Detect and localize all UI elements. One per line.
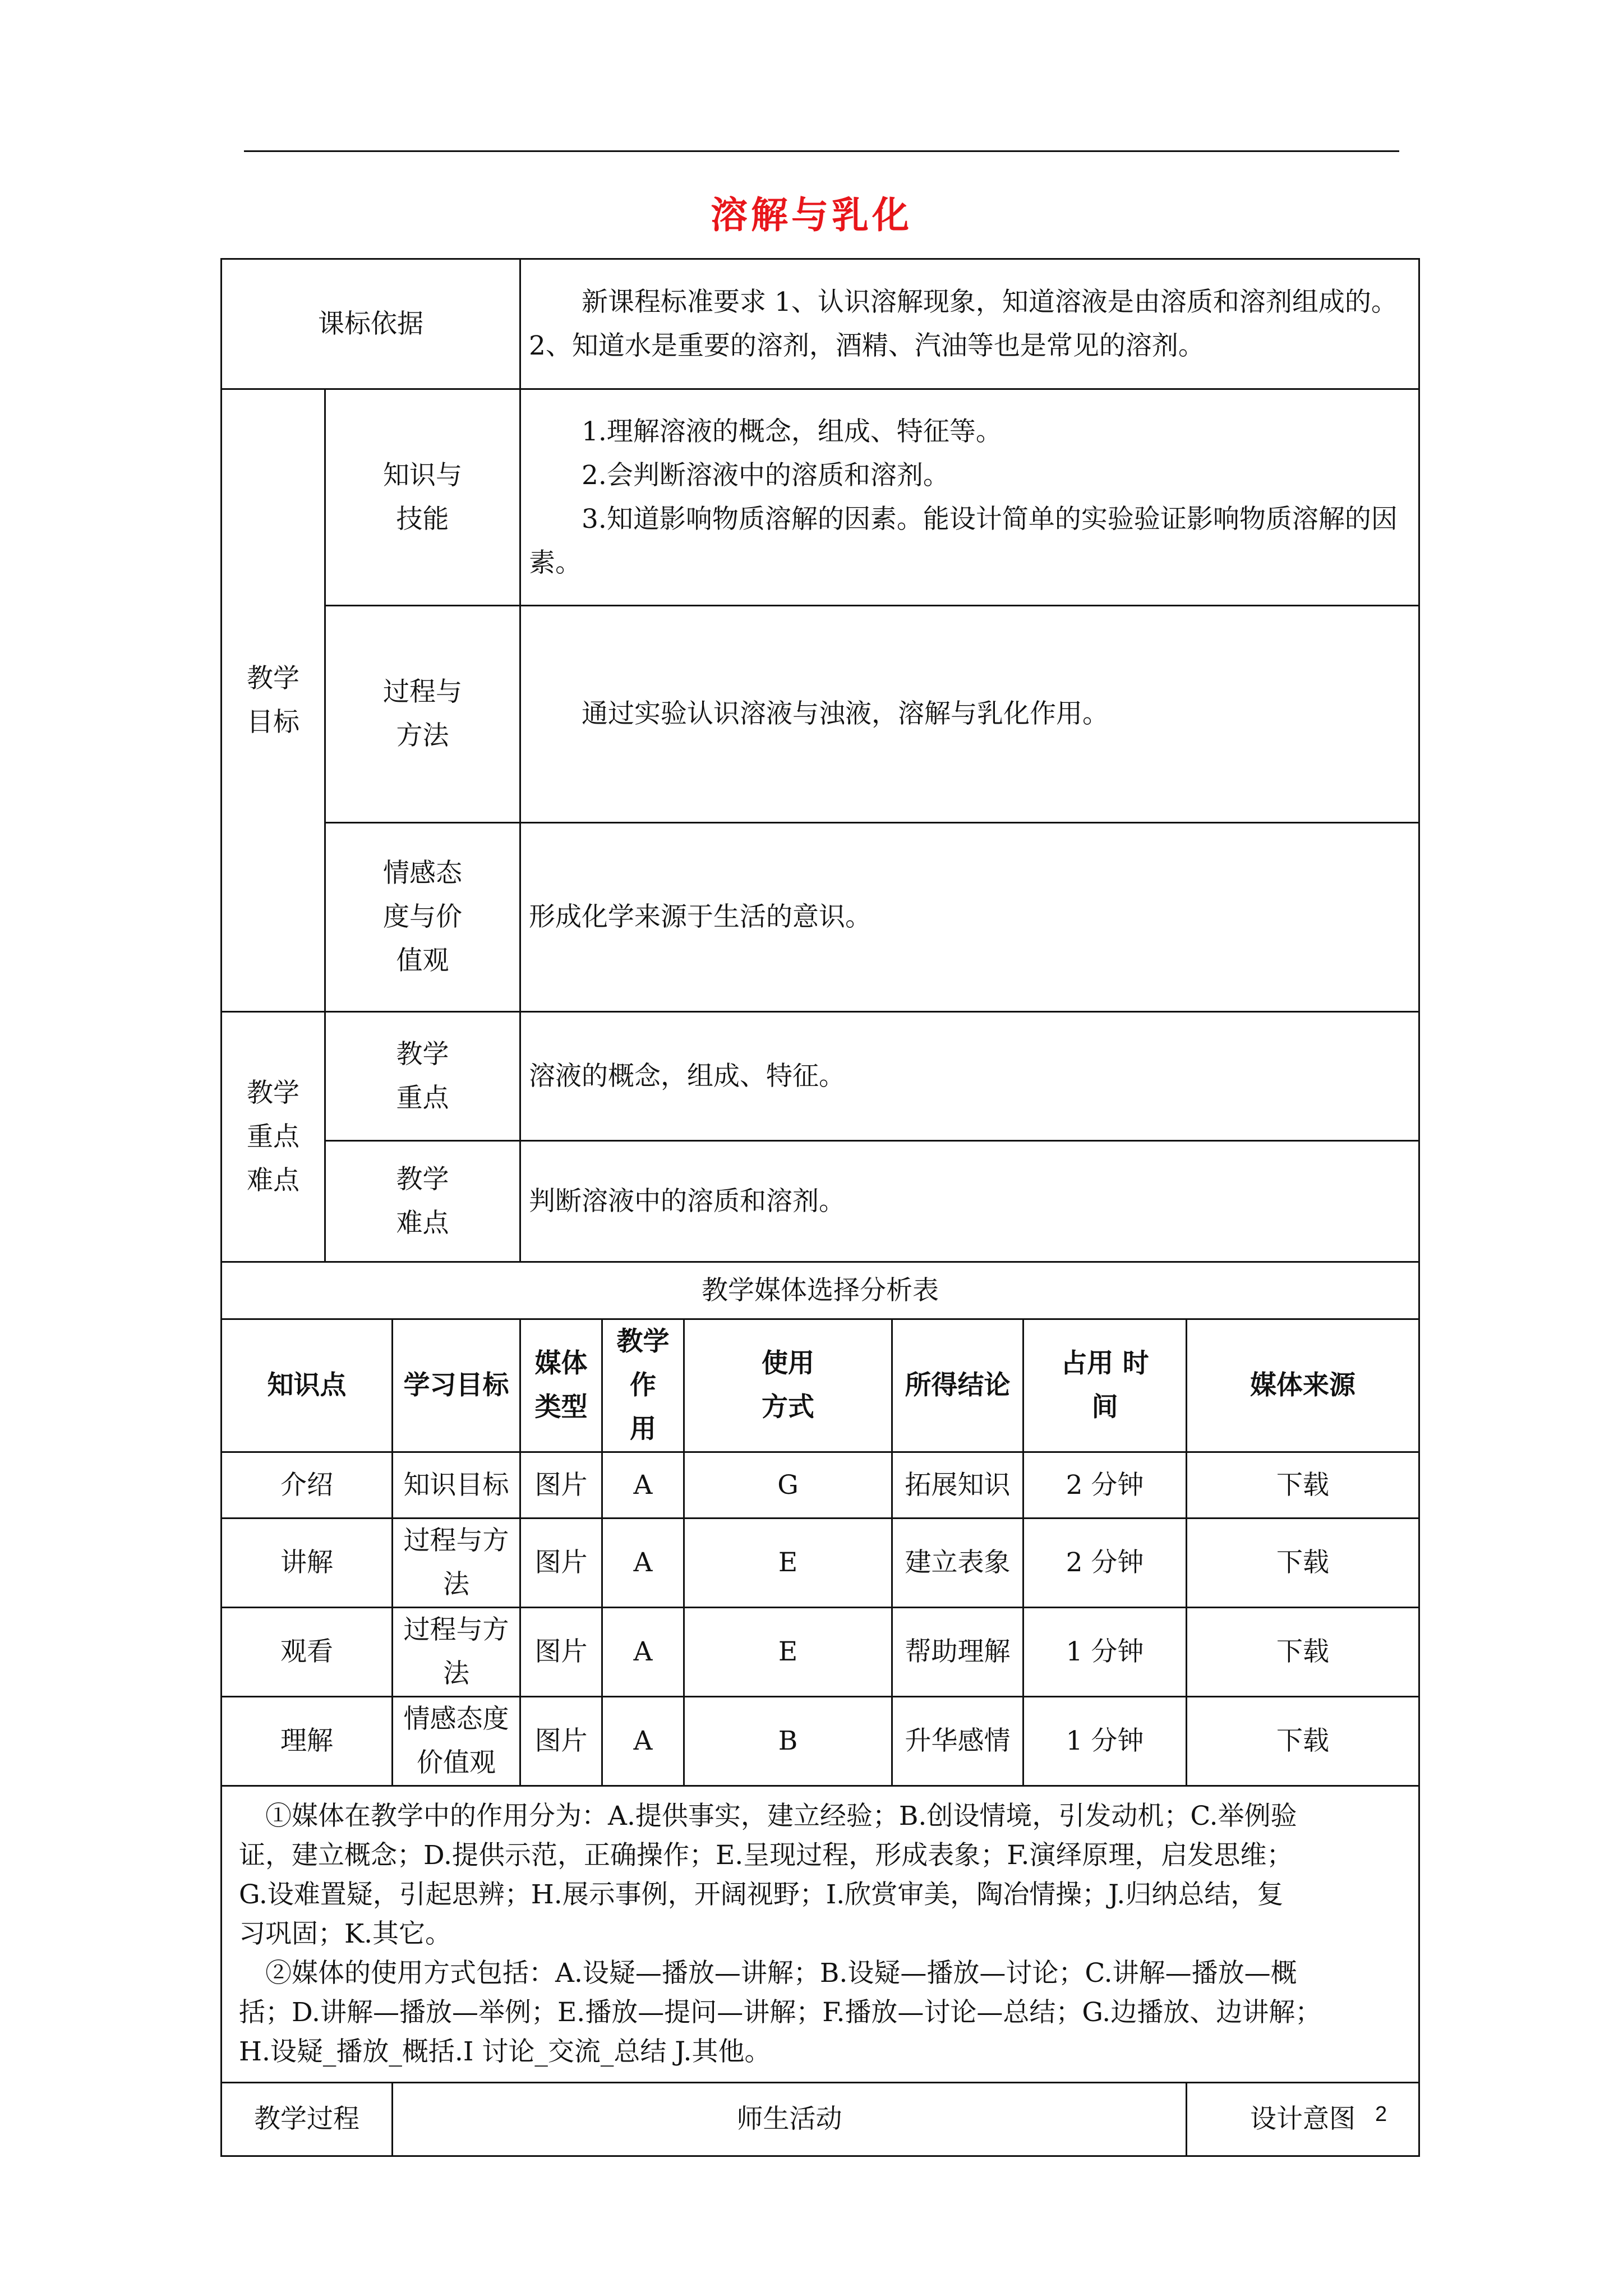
media-notes: ①媒体在教学中的作用分为：A.提供事实，建立经验；B.创设情境，引发动机；C.举例验 证，建立概念；D.提供示范，正确操作；E.呈现过程，形成表象；F.演绎原理，启发思维； G.设难置疑，引起思辨；H.展示事例，开阔视野；I.欣赏审美，陶冶情操；J.归纳总结，复 习巩固；K.其它。 ②媒体的使用方式包括：A.设疑—播放—讲解；B.设疑—播放—讨论；C.讲解—播放—概 括；D.讲解—播放—举例；E.播放—提问—讲解；F.播放—讨论—总结；G.边播放、边讲解； H.设疑_播放_概括.I 讨论_交流_总结 J.其他。 <box>222 1786 1419 2083</box>
header-usage-mode: 使用 方式 <box>684 1319 892 1452</box>
header-media-source: 媒体来源 <box>1187 1319 1419 1452</box>
header-time: 占用 时 间 <box>1023 1319 1187 1452</box>
keypoints-label: 教学 重点 难点 <box>222 1012 325 1262</box>
media-notes-row <box>222 1786 1419 2083</box>
emotion-text: 形成化学来源于生活的意识。 <box>520 823 1419 1012</box>
header-learning-goal: 学习目标 <box>393 1319 520 1452</box>
header-media-role: 教学 作 用 <box>602 1319 684 1452</box>
knowledge-text <box>520 389 1419 606</box>
standard-line-2: 2、知道水是重要的溶剂，酒精、汽油等也是常见的溶剂。 <box>529 330 1205 361</box>
process-label: 过程与 方法 <box>325 606 520 823</box>
process-header-row <box>222 2083 1419 2156</box>
objectives-label: 教学 目标 <box>222 389 325 1012</box>
standard-text <box>520 259 1419 389</box>
process-col-activity: 师生活动 <box>393 2083 1187 2156</box>
knowledge-item-1: 1.理解溶液的概念，组成、特征等。 <box>582 416 1002 447</box>
header-conclusion: 所得结论 <box>892 1319 1023 1452</box>
focus-text: 溶液的概念，组成、特征。 <box>520 1012 1419 1141</box>
process-col-teaching: 教学过程 <box>222 2083 393 2156</box>
knowledge-item-3: 3.知道影响物质溶解的因素。能设计简单的实验验证影响物质溶解的因素。 <box>529 503 1398 578</box>
objective-knowledge-row <box>222 389 1419 606</box>
media-header-row <box>222 1319 1419 1452</box>
header-knowledge-point: 知识点 <box>222 1319 393 1452</box>
header-media-type: 媒体 类型 <box>520 1319 602 1452</box>
knowledge-label: 知识与 技能 <box>325 389 520 606</box>
standard-label: 课标依据 <box>222 259 520 389</box>
media-row: 讲解 过程与方 法 图片 A E 建立表象 2 分钟 下载 <box>222 1519 1419 1608</box>
process-col-intent: 设计意图 <box>1187 2083 1419 2156</box>
knowledge-item-2: 2.会判断溶液中的溶质和溶剂。 <box>582 459 949 491</box>
media-row: 理解 情感态度 价值观 图片 A B 升华感情 1 分钟 下载 <box>222 1697 1419 1786</box>
objective-emotion-row <box>222 823 1419 1012</box>
media-row: 介绍 知识目标 图片 A G 拓展知识 2 分钟 下载 <box>222 1452 1419 1519</box>
difficulty-text: 判断溶液中的溶质和溶剂。 <box>520 1141 1419 1262</box>
media-table-caption: 教学媒体选择分析表 <box>222 1262 1419 1319</box>
focus-row <box>222 1012 1419 1141</box>
media-caption-row <box>222 1262 1419 1319</box>
difficulty-row <box>222 1141 1419 1262</box>
document-title: 溶解与乳化 <box>711 193 912 237</box>
objective-process-row <box>222 606 1419 823</box>
process-text: 通过实验认识溶液与浊液，溶解与乳化作用。 <box>520 606 1419 823</box>
focus-label: 教学 重点 <box>325 1012 520 1141</box>
media-row: 观看 过程与方 法 图片 A E 帮助理解 1 分钟 下载 <box>222 1608 1419 1697</box>
page-number: 2 <box>1375 2102 1387 2126</box>
difficulty-label: 教学 难点 <box>325 1141 520 1262</box>
header-rule <box>244 150 1399 152</box>
standard-row <box>222 259 1419 389</box>
lesson-plan-table <box>220 258 1420 2157</box>
emotion-label: 情感态 度与价 值观 <box>325 823 520 1012</box>
standard-line-1: 新课程标准要求 1、认识溶解现象，知道溶液是由溶质和溶剂组成的。 <box>582 286 1398 318</box>
